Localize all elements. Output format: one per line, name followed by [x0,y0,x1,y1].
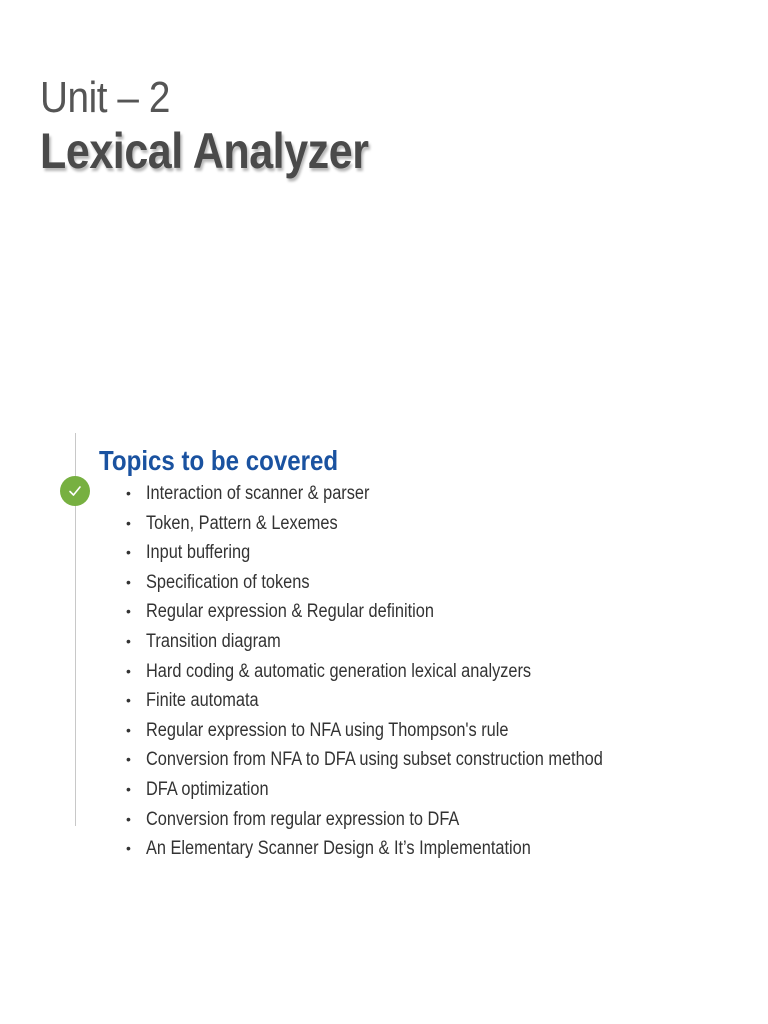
list-item-text: DFA optimization [146,778,269,800]
list-item-text: Conversion from NFA to DFA using subset construction method [146,749,603,771]
list-item-text: Transition diagram [146,630,281,652]
check-icon [60,476,90,506]
unit-label: Unit – 2 [40,73,170,122]
topics-heading: Topics to be covered [99,445,339,476]
list-item-text: Interaction of scanner & parser [146,483,370,504]
list-item-text: Hard coding & automatic generation lexical analyzers [146,660,532,682]
list-item-text: Finite automata [146,690,259,712]
unit-title: Lexical Analyzer [40,123,369,179]
list-item-text: Token, Pattern & Lexemes [146,512,338,534]
list-item-text: Regular expression & Regular definition [146,601,434,623]
slide: Unit – 2 Lexical Analyzer Topics to be covered • Interaction of scanner & parser • Token, Pattern & Lexemes • Input buffering • Specification of tokens • Regular expression & Regular definition • Transition diagram • Hard coding & automatic generation lexical analyzers • Finite automata • Regular expression to NFA using Thompson's rule • Conversion from NFA to DFA using subset construction method • DFA optimization • Conversion from regular expression to DFA • An Elementary Scanner Design & It’s Implementation [0,0,768,1024]
list-item-text: Input buffering [146,542,251,564]
list-item-text: Specification of tokens [146,571,310,593]
list-item-text: An Elementary Scanner Design & It’s Implementation [146,838,531,860]
list-item-text: Conversion from regular expression to DFA [146,808,460,830]
list-item-text: Regular expression to NFA using Thompson's rule [146,719,509,741]
